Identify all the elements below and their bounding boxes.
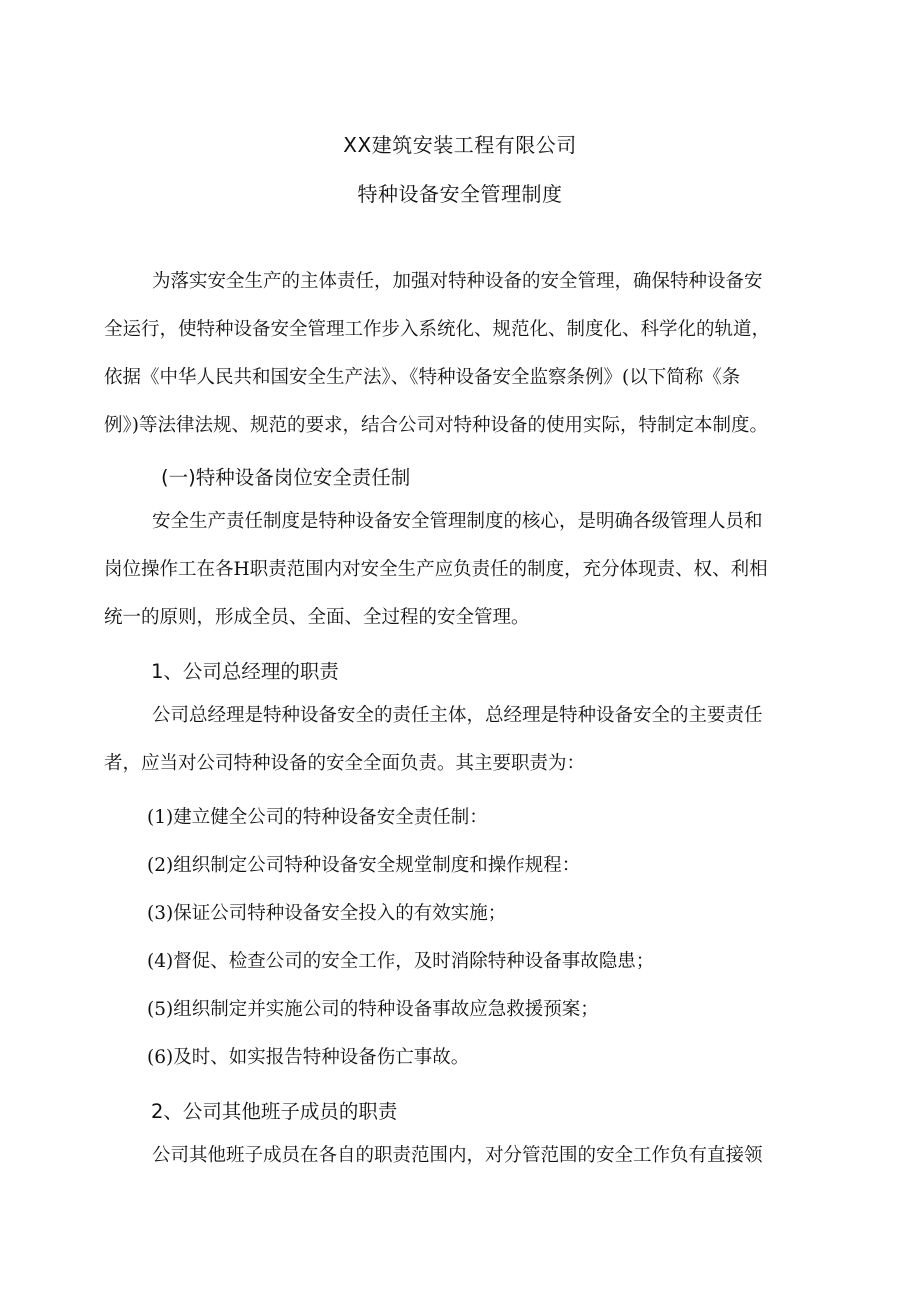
list-item: (4)督促、检查公司的安全工作，及时消除特种设备事故隐患；	[147, 951, 655, 972]
section-heading: (一)特种设备岗位安全责任制	[161, 466, 411, 489]
section1-line: 岗位操作工在各H职责范围内对安全生产应负责任的制度，充分体现责、权、利相	[104, 559, 768, 580]
sub1-paragraph	[104, 692, 827, 788]
intro-line: 全运行，使特种设备安全管理工作步入系统化、规范化、制度化、科学化的轨道，	[104, 319, 771, 340]
sub1-line: 公司总经理是特种设备安全的责任主体，总经理是特种设备安全的主要责任	[152, 705, 763, 726]
section1-paragraph	[104, 498, 827, 642]
intro-line: 为落实安全生产的主体责任，加强对特种设备的安全管理，确保特种设备安	[152, 271, 763, 292]
document-title: 特种设备安全管理制度	[357, 182, 563, 206]
sub2-line: 公司其他班子成员在各自的职责范围内，对分管范围的安全工作负有直接领	[152, 1145, 763, 1166]
subsection-heading: 1、公司总经理的职责	[151, 660, 339, 683]
list-item: (5)组织制定并实施公司的特种设备事故应急救援预案；	[147, 999, 599, 1020]
sub2-paragraph	[147, 1132, 827, 1180]
intro-paragraph	[104, 258, 827, 450]
section1-line: 安全生产责任制度是特种设备安全管理制度的核心，是明确各级管理人员和	[152, 511, 763, 532]
company-title: XX建筑安装工程有限公司	[343, 133, 577, 157]
section1-line: 统一的原则，形成全员、全面、全过程的安全管理。	[104, 607, 530, 628]
list-item: (3)保证公司特种设备安全投入的有效实施；	[147, 903, 507, 924]
intro-line: 依据《中华人民共和国安全生产法》、《特种设备安全监察条例》(以下简称《条	[104, 367, 741, 388]
intro-line: 例》)等法律法规、规范的要求，结合公司对特种设备的使用实际，特制定本制度。	[104, 415, 768, 436]
list-item: (6)及时、如实报告特种设备伤亡事故。	[147, 1047, 470, 1068]
list-item: (1)建立健全公司的特种设备安全责任制：	[147, 807, 488, 828]
sub1-line: 者，应当对公司特种设备的安全全面负责。其主要职责为：	[104, 753, 586, 774]
subsection-heading: 2、公司其他班子成员的职责	[151, 1100, 398, 1123]
list-item: (2)组织制定公司特种设备安全规堂制度和操作规程：	[147, 855, 581, 876]
